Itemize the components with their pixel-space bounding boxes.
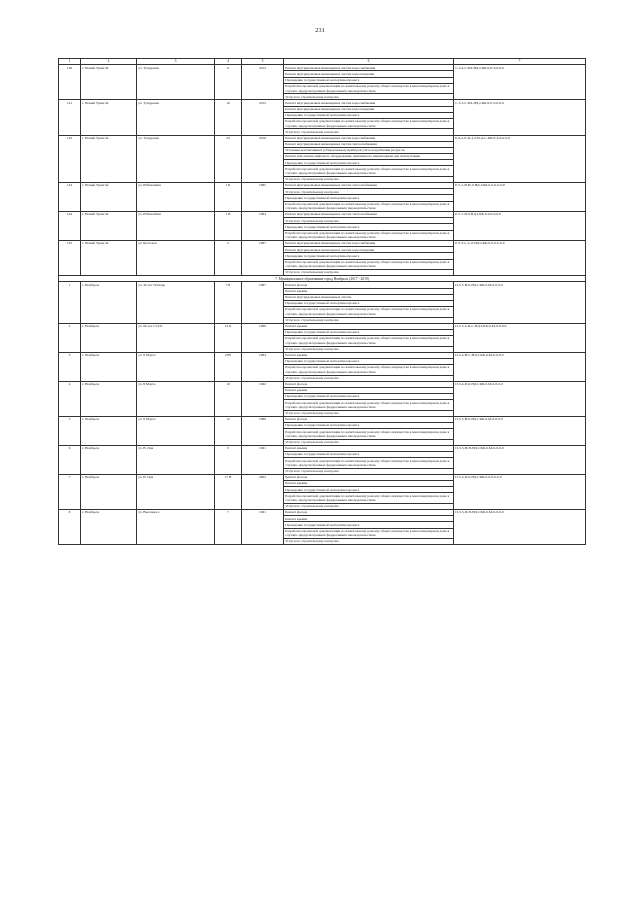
work-item: Услуги по строительному контролю [284, 503, 454, 509]
work-item: Проведение государственной экспертизы проекта [284, 329, 454, 335]
work-item: Услуги по строительному контролю [284, 189, 454, 195]
work-item: Ремонт или замена лифтового оборудования, признанного непригодным для эксплуатации [284, 154, 454, 160]
work-item: Проведение государственной экспертизы проекта [284, 522, 454, 528]
city-cell: г. Новый Уренгой [81, 100, 137, 135]
repair-code: П-5-5-Н-Н-НД-СКБ-0-М-0-0-0-0 [454, 445, 586, 474]
house-cell: 6 [215, 65, 242, 100]
column-header: 4 [215, 59, 242, 65]
street-cell: ул. В. Цоя [137, 474, 215, 509]
year-cell: 1992 [242, 381, 284, 416]
row-number: 140 [59, 65, 81, 100]
work-item: Ремонт крыши [284, 481, 454, 487]
work-item: Ремонт крыши [284, 288, 454, 294]
city-cell: г. Новый Уренгой [81, 135, 137, 182]
year-cell: 2002 [242, 474, 284, 509]
repair-code: С-5-5-С-Н4-НД-СКБ-6-Е-0-0-0-0 [454, 100, 586, 135]
year-cell: 2012 [242, 65, 284, 100]
repair-code: Е-6-2-Е-Ц-4-2-Н-Д-С-КБ-Е-6-0-0-0-0 [454, 135, 586, 182]
house-cell: 24 [215, 135, 242, 182]
street-cell: ул. 40 лет Победы [137, 282, 215, 323]
work-item: Ремонт крыши [284, 387, 454, 393]
house-cell: 3 [215, 445, 242, 474]
work-item: Разработка проектной документации по капитальному ремонту общего имущества в многоквартирном доме в случаях, предусмотренных федеральным законодательством [284, 83, 454, 94]
column-header: 3 [137, 59, 215, 65]
house-cell: 2/85 [215, 352, 242, 381]
city-cell: г. Новый Уренгой [81, 241, 137, 276]
street-cell: ул. Юбилейная [137, 212, 215, 241]
work-item: Разработка проектной документации по капитальному ремонту общего имущества в многоквартирном доме в случаях, предусмотренных федеральным законодательством [284, 528, 454, 539]
street-cell: ул. 60 лет СССР [137, 323, 215, 352]
work-item: Ремонт крыши [284, 352, 454, 358]
column-header: 1 [59, 59, 81, 65]
work-item: Услуги по строительному контролю [284, 176, 454, 182]
row-number: 2 [59, 323, 81, 352]
work-item: Проведение государственной экспертизы проекта [284, 452, 454, 458]
year-cell: 1994 [242, 352, 284, 381]
city-cell: г. Новый Уренгой [81, 183, 137, 212]
street-cell: ул. Тундровая [137, 65, 215, 100]
column-header: 5 [242, 59, 284, 65]
work-item: Разработка проектной документации по капитальному ремонту общего имущества в многоквартирном доме в случаях, предусмотренных федеральным законодательством [284, 166, 454, 177]
work-item: Ремонт внутридомовых инженерных систем водоотведения [284, 71, 454, 77]
repair-code: Е-5-1-Н-0-НД-СКБ-0-0-0-0-0-0 [454, 212, 586, 241]
repair-code: С-5-4-С-Н4-НД-СКБ-6-Е-6-0-6-0 [454, 65, 586, 100]
work-item: Ремонт внутридомовых инженерных систем водоснабжения [284, 65, 454, 71]
repair-code: П-5-5-Н-0-НД-СКБ-0-М-0-0-0-0 [454, 416, 586, 445]
house-cell: 7 Б [215, 282, 242, 323]
work-item: Разработка проектной документации по капитальному ремонту общего имущества в многоквартирном доме в случаях, предусмотренных федеральным законодательством [284, 259, 454, 270]
row-number: 8 [59, 510, 81, 545]
year-cell: 1985 [242, 183, 284, 212]
work-item: Проведение государственной экспертизы проекта [284, 160, 454, 166]
repair-code: Е-5-3-С-С-0-НД-СКБ-0-0-0-0-0-0 [454, 241, 586, 276]
work-item: Услуги по строительному контролю [284, 346, 454, 352]
work-item: Услуги по строительному контролю [284, 468, 454, 474]
city-cell: г. Ноябрьск [81, 381, 137, 416]
year-cell: 1987 [242, 282, 284, 323]
work-item: Услуги по строительному контролю [284, 94, 454, 100]
city-cell: г. Ноябрьск [81, 323, 137, 352]
row-number: 144 [59, 212, 81, 241]
row-number: 5 [59, 416, 81, 445]
work-item: Разработка проектной документации по капитальному ремонту общего имущества в многоквартирном доме в случаях, предусмотренных федеральным законодательством [284, 336, 454, 347]
city-cell: г. Ноябрьск [81, 282, 137, 323]
street-cell: ул. Тундровая [137, 135, 215, 182]
street-cell: ул. В. Цоя [137, 445, 215, 474]
year-cell: 2012 [242, 100, 284, 135]
column-header: 2 [81, 59, 137, 65]
table-row [59, 183, 586, 189]
house-cell: 10 [215, 100, 242, 135]
section-title: 7. Муниципальное образование город Ноябрьск (2017 - 2019) [59, 276, 586, 282]
work-item: Ремонт фасада [284, 416, 454, 422]
house-cell: 17 В [215, 474, 242, 509]
work-item: Ремонт внутридомовых инженерных систем теплоснабжения [284, 141, 454, 147]
work-item: Услуги по строительному контролю [284, 218, 454, 224]
street-cell: ул. 8 Марта [137, 416, 215, 445]
work-item: Ремонт крыши [284, 445, 454, 451]
page-number: 231 [315, 27, 325, 34]
work-item: Ремонт внутридомовых инженерных систем [284, 294, 454, 300]
house-cell: 1 В [215, 212, 242, 241]
year-cell: 1991 [242, 445, 284, 474]
work-item: Разработка проектной документации по капитальному ремонту общего имущества в многоквартирном доме в случаях, предусмотренных федеральным законодательством [284, 493, 454, 504]
work-item: Услуги по строительному контролю [284, 539, 454, 545]
work-item: Услуги по строительному контролю [284, 375, 454, 381]
street-cell: ул. Тундровая [137, 100, 215, 135]
work-item: Проведение государственной экспертизы проекта [284, 394, 454, 400]
capital-repair-table [58, 58, 586, 545]
work-item: Ремонт фасада [284, 474, 454, 480]
work-item: Услуги по строительному контролю [284, 270, 454, 276]
work-item: Разработка проектной документации по капитальному ремонту общего имущества в многоквартирном доме в случаях, предусмотренных федеральным законодательством [284, 307, 454, 318]
work-item: Разработка проектной документации по капитальному ремонту общего имущества в многоквартирном доме в случаях, предусмотренных федеральным законодательством [284, 429, 454, 440]
work-item: Проведение государственной экспертизы проекта [284, 487, 454, 493]
city-cell: г. Новый Уренгой [81, 65, 137, 100]
work-item: Проведение государственной экспертизы проекта [284, 224, 454, 230]
work-item: Ремонт крыши [284, 516, 454, 522]
work-item: Ремонт фасада [284, 282, 454, 288]
column-header: 6 [284, 59, 454, 65]
work-item: Разработка проектной документации по капитальному ремонту общего имущества в многоквартирном доме в случаях, предусмотренных федеральным законодательством [284, 118, 454, 129]
row-number: 1 [59, 282, 81, 323]
work-item: Ремонт внутридомовых инженерных систем теплоснабжения [284, 183, 454, 189]
table-row [59, 65, 586, 71]
city-cell: г. Ноябрьск [81, 416, 137, 445]
house-cell: 12 Б [215, 323, 242, 352]
work-item: Ремонт фасада [284, 381, 454, 387]
work-item: Разработка проектной документации по капитальному ремонту общего имущества в многоквартирном доме в случаях, предусмотренных федеральным законодательством [284, 365, 454, 376]
repair-code: П-5-4-П-0-НД-СКБ-0-0-0-0-0-0 [454, 474, 586, 509]
row-number: 141 [59, 100, 81, 135]
city-cell: г. Ноябрьск [81, 474, 137, 509]
work-item: Проведение государственной экспертизы проекта [284, 195, 454, 201]
repair-code: П-5-5-П-Н-НД-СКБ-0-М-0-0-0-0 [454, 510, 586, 545]
work-item: Установка коллективных (общедомовых) приборов учёта потребления ресурсов [284, 147, 454, 153]
work-item: Ремонт внутридомовых инженерных систем водоотведения [284, 106, 454, 112]
year-cell: 1997 [242, 241, 284, 276]
work-item: Проведение государственной экспертизы проекта [284, 112, 454, 118]
work-item: Проведение государственной экспертизы проекта [284, 253, 454, 259]
repair-code: Е-5-1-Н-Н-0-НД-СКБ-0-0-0-0-0-Е [454, 183, 586, 212]
repair-code: П-5-4-Н-С-НД-СКБ-0-М-0-0-0-0 [454, 352, 586, 381]
house-cell: 1 Б [215, 183, 242, 212]
row-number: 3 [59, 352, 81, 381]
work-item: Проведение государственной экспертизы проекта [284, 77, 454, 83]
work-item: Услуги по строительному контролю [284, 439, 454, 445]
work-item: Проведение государственной экспертизы проекта [284, 423, 454, 429]
house-cell: 2 [215, 241, 242, 276]
table-row [59, 241, 586, 247]
work-item: Ремонт внутридомовых инженерных систем водоснабжения [284, 241, 454, 247]
year-cell: 1991 [242, 510, 284, 545]
house-cell: 12 [215, 416, 242, 445]
repair-code: П-5-4-П-0-НД-СКБ-0-М-0-0-0-0 [454, 381, 586, 416]
street-cell: ул. 8 Марта [137, 352, 215, 381]
work-item: Разработка проектной документации по капитальному ремонту общего имущества в многоквартирном доме в случаях, предусмотренных федеральным законодательством [284, 230, 454, 241]
row-number: 7 [59, 474, 81, 509]
work-item: Ремонт внутридомовых инженерных систем теплоснабжения [284, 212, 454, 218]
house-cell: 7 [215, 510, 242, 545]
year-cell: 2016 [242, 135, 284, 182]
table-row [59, 212, 586, 218]
work-item: Разработка проектной документации по капитальному ремонту общего имущества в многоквартирном доме в случаях, предусмотренных федеральным законодательством [284, 400, 454, 411]
column-header: 7 [454, 59, 586, 65]
work-item: Ремонт внутридомовых инженерных систем водоснабжения [284, 100, 454, 106]
row-number: 143 [59, 183, 81, 212]
city-cell: г. Ноябрьск [81, 352, 137, 381]
street-cell: ул. 8 Марта [137, 381, 215, 416]
work-item: Услуги по строительному контролю [284, 129, 454, 135]
street-cell: ул. Высоцкого [137, 510, 215, 545]
work-item: Ремонт внутридомовых инженерных систем водоснабжения [284, 135, 454, 141]
city-cell: г. Ноябрьск [81, 510, 137, 545]
table-row [59, 135, 586, 141]
row-number: 142 [59, 135, 81, 182]
row-number: 6 [59, 445, 81, 474]
house-cell: 10 [215, 381, 242, 416]
work-item: Ремонт крыши [284, 323, 454, 329]
city-cell: г. Новый Уренгой [81, 212, 137, 241]
work-item: Услуги по строительному контролю [284, 410, 454, 416]
work-item: Ремонт фасада [284, 510, 454, 516]
row-number: 4 [59, 381, 81, 416]
work-item: Проведение государственной экспертизы проекта [284, 358, 454, 364]
street-cell: ул. Братская [137, 241, 215, 276]
work-item: Разработка проектной документации по капитальному ремонту общего имущества в многоквартирном доме в случаях, предусмотренных федеральным законодательством [284, 458, 454, 469]
repair-code: П-5-5-4-П-С-НД-СКБ-0-М-0-0-0-0 [454, 323, 586, 352]
street-cell: ул. Юбилейная [137, 183, 215, 212]
work-item: Проведение государственной экспертизы проекта [284, 300, 454, 306]
row-number: 145 [59, 241, 81, 276]
year-cell: 1990 [242, 323, 284, 352]
city-cell: г. Ноябрьск [81, 445, 137, 474]
table-row [59, 100, 586, 106]
work-item: Ремонт внутридомовых инженерных систем водоотведения [284, 247, 454, 253]
work-item: Услуги по строительному контролю [284, 317, 454, 323]
year-cell: 1989 [242, 416, 284, 445]
repair-code: П-5-5-Н-0-НД-СКБ-0-М-0-0-0-0 [454, 282, 586, 323]
year-cell: 1984 [242, 212, 284, 241]
work-item: Разработка проектной документации по капитальному ремонту общего имущества в многоквартирном доме в случаях, предусмотренных федеральным законодательством [284, 201, 454, 212]
